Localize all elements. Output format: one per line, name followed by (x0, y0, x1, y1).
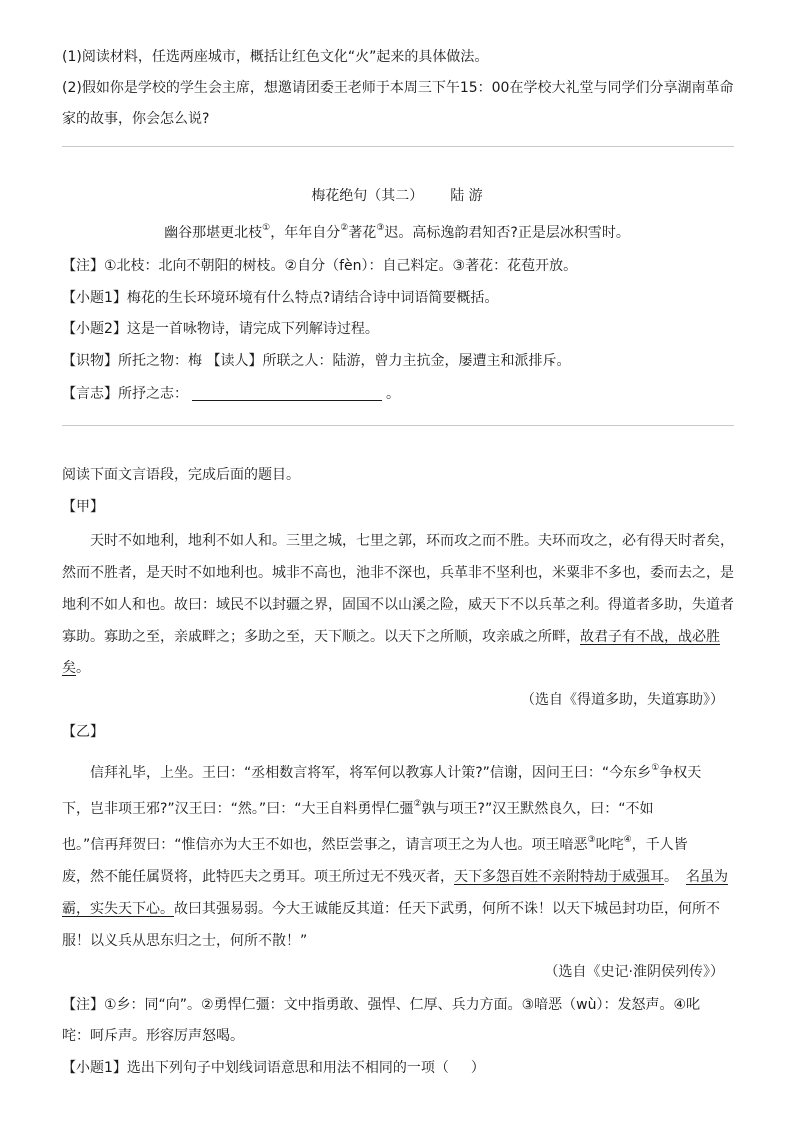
poem-title: 梅花绝句（其二） (311, 188, 424, 204)
footnote-mark: ① (651, 763, 660, 773)
passage-yi-line (62, 870, 728, 884)
poem-text-part: 著花 (348, 225, 377, 241)
answer-blank[interactable] (192, 386, 382, 401)
question-2-line-1: (2)假如你是学校的学生会主席，想邀请团委王老师于本周三下午15：00在学校大礼堂与同学们分享湖南革命 (62, 80, 734, 96)
passage-text: 也。”信再拜贺曰：“惟信亦为大王不如也，然臣尝事之，请言项王之为人也。项王喑恶 (62, 837, 588, 853)
footnote-mark: ② (340, 223, 349, 233)
passage-text: ，千人皆 (631, 837, 688, 853)
poem-text-part: 幽谷那堪更北枝 (164, 225, 263, 241)
poem-aim (62, 386, 400, 401)
passage-yi-source: （选自《史记·淮阴侯列传》） (544, 964, 724, 980)
footnote-mark: ③ (376, 223, 385, 233)
passage-text: 故曰其强易弱。今大王诚能反其道：任天下武勇，何所不诛！以天下城邑封功臣，何所不 (174, 901, 720, 917)
footnote-mark: ① (262, 223, 271, 233)
question-text: ） (470, 1060, 485, 1076)
poem-author: 陆 游 (450, 188, 483, 204)
footnote-mark: ② (413, 799, 422, 809)
underlined-sentence: 天下多怨百姓不亲附特劫于威强耳 (454, 869, 664, 885)
aim-label: 【言志】所抒之志： (62, 386, 188, 402)
poem-note: 【注】①北枝：北向不朝阳的树枝。②自分（fèn）：自己料定。③著花：花苞开放。 (62, 258, 578, 274)
poem-text-part: ，年年自分 (270, 225, 341, 241)
passage-yi-note: 【注】①乡：同“向”。②勇悍仁彊：文中指勇敢、强悍、仁厚、兵力方面。③喑恶（wù）：发怒声。④叱 (62, 997, 701, 1013)
underlined-sentence: 矣 (62, 660, 76, 676)
poem-question-2: 【小题2】这是一首咏物诗，请完成下列解诗过程。 (62, 321, 379, 337)
passage-text: 寡助。寡助之至，亲戚畔之；多助之至，天下顺之。以天下之所顺，攻亲戚之所畔， (62, 629, 580, 645)
poem-text-part: 迟。高标逸韵君知否?正是层冰积雪时。 (384, 225, 630, 241)
poem-text (0, 223, 794, 241)
passage-jia-line: 地利不如人和也。故曰：域民不以封疆之界，固国不以山溪之险，威天下不以兵革之利。得道者多助，失道者 (62, 597, 734, 613)
question-text: 【小题1】选出下列句子中划线词语意思和用法不相同的一项（ (62, 1060, 449, 1076)
passage-jia-source: （选自《得道多助，失道寡助》） (521, 692, 724, 708)
underlined-sentence: 名虽为 (686, 869, 728, 885)
passage-text: 。 (76, 660, 90, 676)
poem-identify: 【识物】所托之物：梅 【读人】所联之人：陆游，曾力主抗金，屡遭主和派排斥。 (62, 353, 571, 369)
section-divider (62, 146, 734, 147)
passage-text: 废，然不能任属贤将，此特匹夫之勇耳。项王所过无不残灭者， (62, 869, 454, 885)
passage-yi-label: 【乙】 (62, 724, 104, 740)
passage-text: 。 (664, 869, 678, 885)
footnote-mark: ③ (587, 835, 596, 845)
passage-jia-line: 天时不如地利，地利不如人和。三里之城，七里之郭，环而攻之而不胜。夫环而攻之，必有得天时者矣， (90, 533, 734, 549)
passage-yi-line (62, 799, 654, 817)
passage-text: 叱咤 (595, 837, 624, 853)
question-1: (1)阅读材料，任选两座城市，概括让红色文化“火”起来的具体做法。 (62, 49, 489, 65)
passage-yi-line: 服！以义兵从思东归之士，何所不散！” (62, 933, 308, 949)
passage-yi-note: 咤：呵斥声。形容厉声怒喝。 (62, 1028, 244, 1044)
passage-yi-line (62, 902, 720, 916)
poem-heading (0, 189, 794, 203)
passage-jia-line (62, 661, 90, 675)
passage-text: 信拜礼毕，上坐。王曰：“丞相数言将军，将军何以教寡人计策?”信谢，因问王曰：“今东乡 (90, 765, 652, 781)
question-2-line-2: 家的故事，你会怎么说? (62, 111, 210, 127)
poem-question-1: 【小题1】梅花的生长环境环境有什么特点?请结合诗中词语简要概括。 (62, 290, 499, 306)
classical-intro: 阅读下面文言语段，完成后面的题目。 (62, 467, 300, 483)
passage-jia-line: 然而不胜者，是天时不如地利也。城非不高也，池非不深也，兵革非不坚利也，米粟非不多也，委而去之，是 (62, 565, 734, 581)
section-divider (62, 425, 734, 426)
underlined-sentence: 故君子有不战，战必胜 (580, 629, 720, 645)
passage-text: 下，岂非项王邪?”汉王曰：“然。”曰：“大王自料勇悍仁彊 (62, 801, 414, 817)
passage-yi-line (90, 763, 702, 781)
passage-jia-label: 【甲】 (62, 499, 104, 515)
aim-end: 。 (386, 386, 400, 402)
footnote-mark: ④ (623, 835, 632, 845)
classical-question-1 (62, 1061, 485, 1075)
passage-yi-line (62, 835, 688, 853)
passage-text: 孰与项王?”汉王默然良久，曰：“不如 (421, 801, 654, 817)
passage-jia-line (62, 630, 720, 644)
underlined-sentence: 霸，实失天下心。 (62, 901, 174, 917)
passage-text: 争权天 (659, 765, 702, 781)
